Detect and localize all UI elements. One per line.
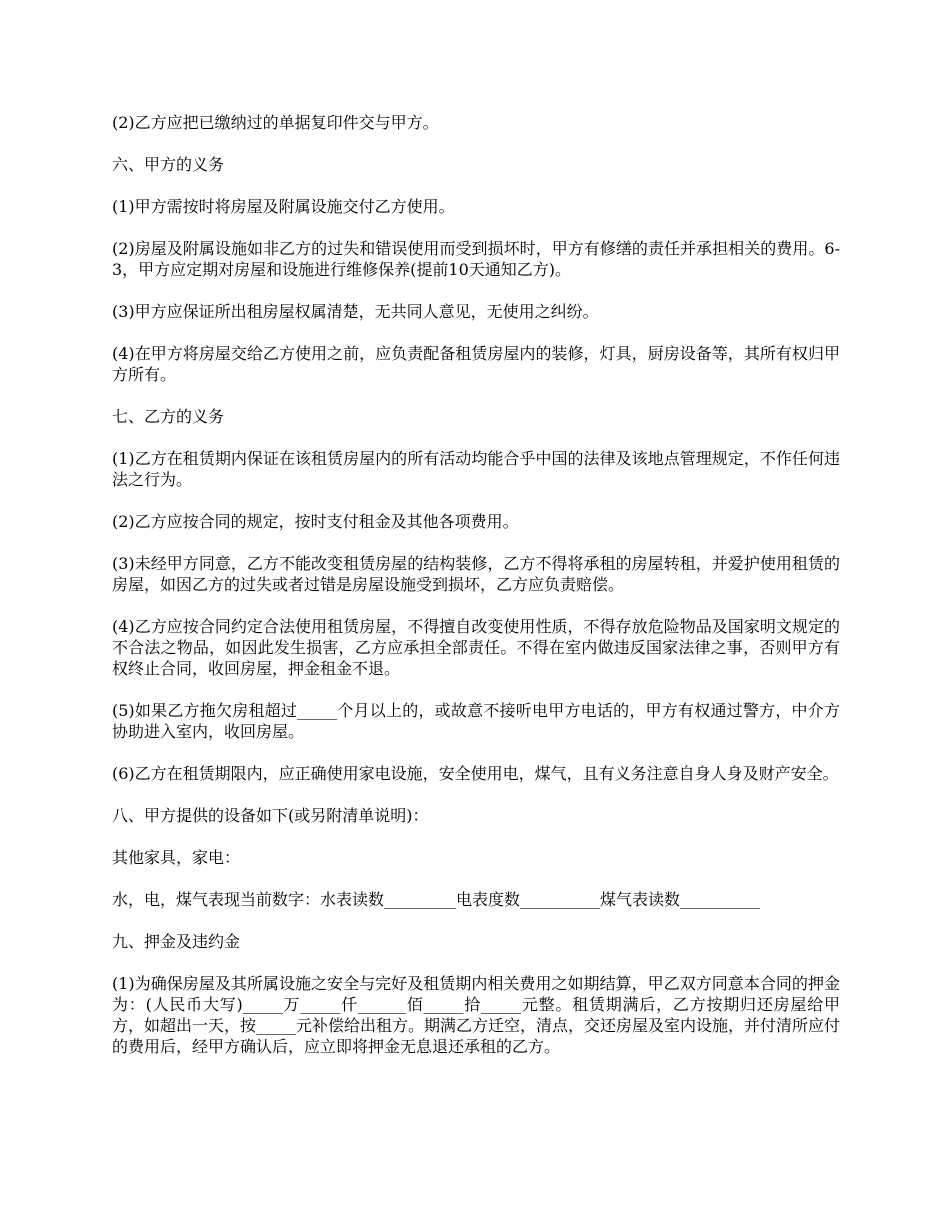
heading-deposit-penalty: 九、押金及违约金 <box>112 932 241 951</box>
paragraph-furniture: 其他家具，家电： <box>112 848 241 867</box>
heading-tenant-obligations: 七、乙方的义务 <box>112 407 225 426</box>
paragraph-deposit-1: (1)为确保房屋及其所属设施之安全与完好及租赁期内相关费用之如期结算，甲乙双方同意本合同的押金为：(人民币大写)_____万_____仟______佰_____拾_____元整。租赁期满后，乙方按期归还房屋给甲方，如超出一天，按_____元补偿给出租方。期满乙方迁空，清点，交还房屋及室内设施，并付清所应付的费用后，经甲方确认后，应立即将押金无息退还承租的乙方。 <box>112 974 841 1056</box>
document-body <box>112 112 840 1078</box>
paragraph-landlord-2: (2)房屋及附属设施如非乙方的过失和错误使用而受到损坏时，甲方有修缮的责任并承担相关的费用。6-3，甲方应定期对房屋和设施进行维修保养(提前10天通知乙方)。 <box>112 239 840 279</box>
paragraph-landlord-1: (1)甲方需按时将房屋及附属设施交付乙方使用。 <box>112 197 455 216</box>
paragraph-meter-readings: 水，电，煤气表现当前数字：水表读数_________电表度数__________煤气表读数__________ <box>112 890 761 909</box>
paragraph-tenant-2: (2)乙方应按合同的规定，按时支付租金及其他各项费用。 <box>112 512 519 531</box>
paragraph-tenant-6: (6)乙方在租赁期限内，应正确使用家电设施，安全使用电，煤气，且有义务注意自身人身及财产安全。 <box>112 764 839 783</box>
paragraph-tenant-receipt-copies: (2)乙方应把已缴纳过的单据复印件交与甲方。 <box>112 113 439 132</box>
paragraph-tenant-3: (3)未经甲方同意，乙方不能改变租赁房屋的结构装修，乙方不得将承租的房屋转租，并爱护使用租赁的房屋，如因乙方的过失或者过错是房屋设施受到损坏，乙方应负责赔偿。 <box>112 554 840 594</box>
paragraph-tenant-1: (1)乙方在租赁期内保证在该租赁房屋内的所有活动均能合乎中国的法律及该地点管理规定，不作任何违法之行为。 <box>112 449 840 489</box>
paragraph-tenant-5: (5)如果乙方拖欠房租超过_____个月以上的，或故意不接听电甲方电话的，甲方有权通过警方，中介方协助进入室内，收回房屋。 <box>112 701 840 741</box>
heading-landlord-obligations: 六、甲方的义务 <box>112 155 225 174</box>
paragraph-tenant-4: (4)乙方应按合同约定合法使用租赁房屋，不得擅自改变使用性质，不得存放危险物品及国家明文规定的不合法之物品，如因此发生损害，乙方应承担全部责任。不得在室内做违反国家法律之事，否则甲方有权终止合同，收回房屋，押金租金不退。 <box>112 617 840 678</box>
heading-equipment: 八、甲方提供的设备如下(或另附清单说明)： <box>112 806 429 825</box>
paragraph-landlord-4: (4)在甲方将房屋交给乙方使用之前，应负责配备租赁房屋内的装修，灯具，厨房设备等，其所有权归甲方所有。 <box>112 344 840 384</box>
paragraph-landlord-3: (3)甲方应保证所出租房屋权属清楚，无共同人意见，无使用之纠纷。 <box>112 302 599 321</box>
